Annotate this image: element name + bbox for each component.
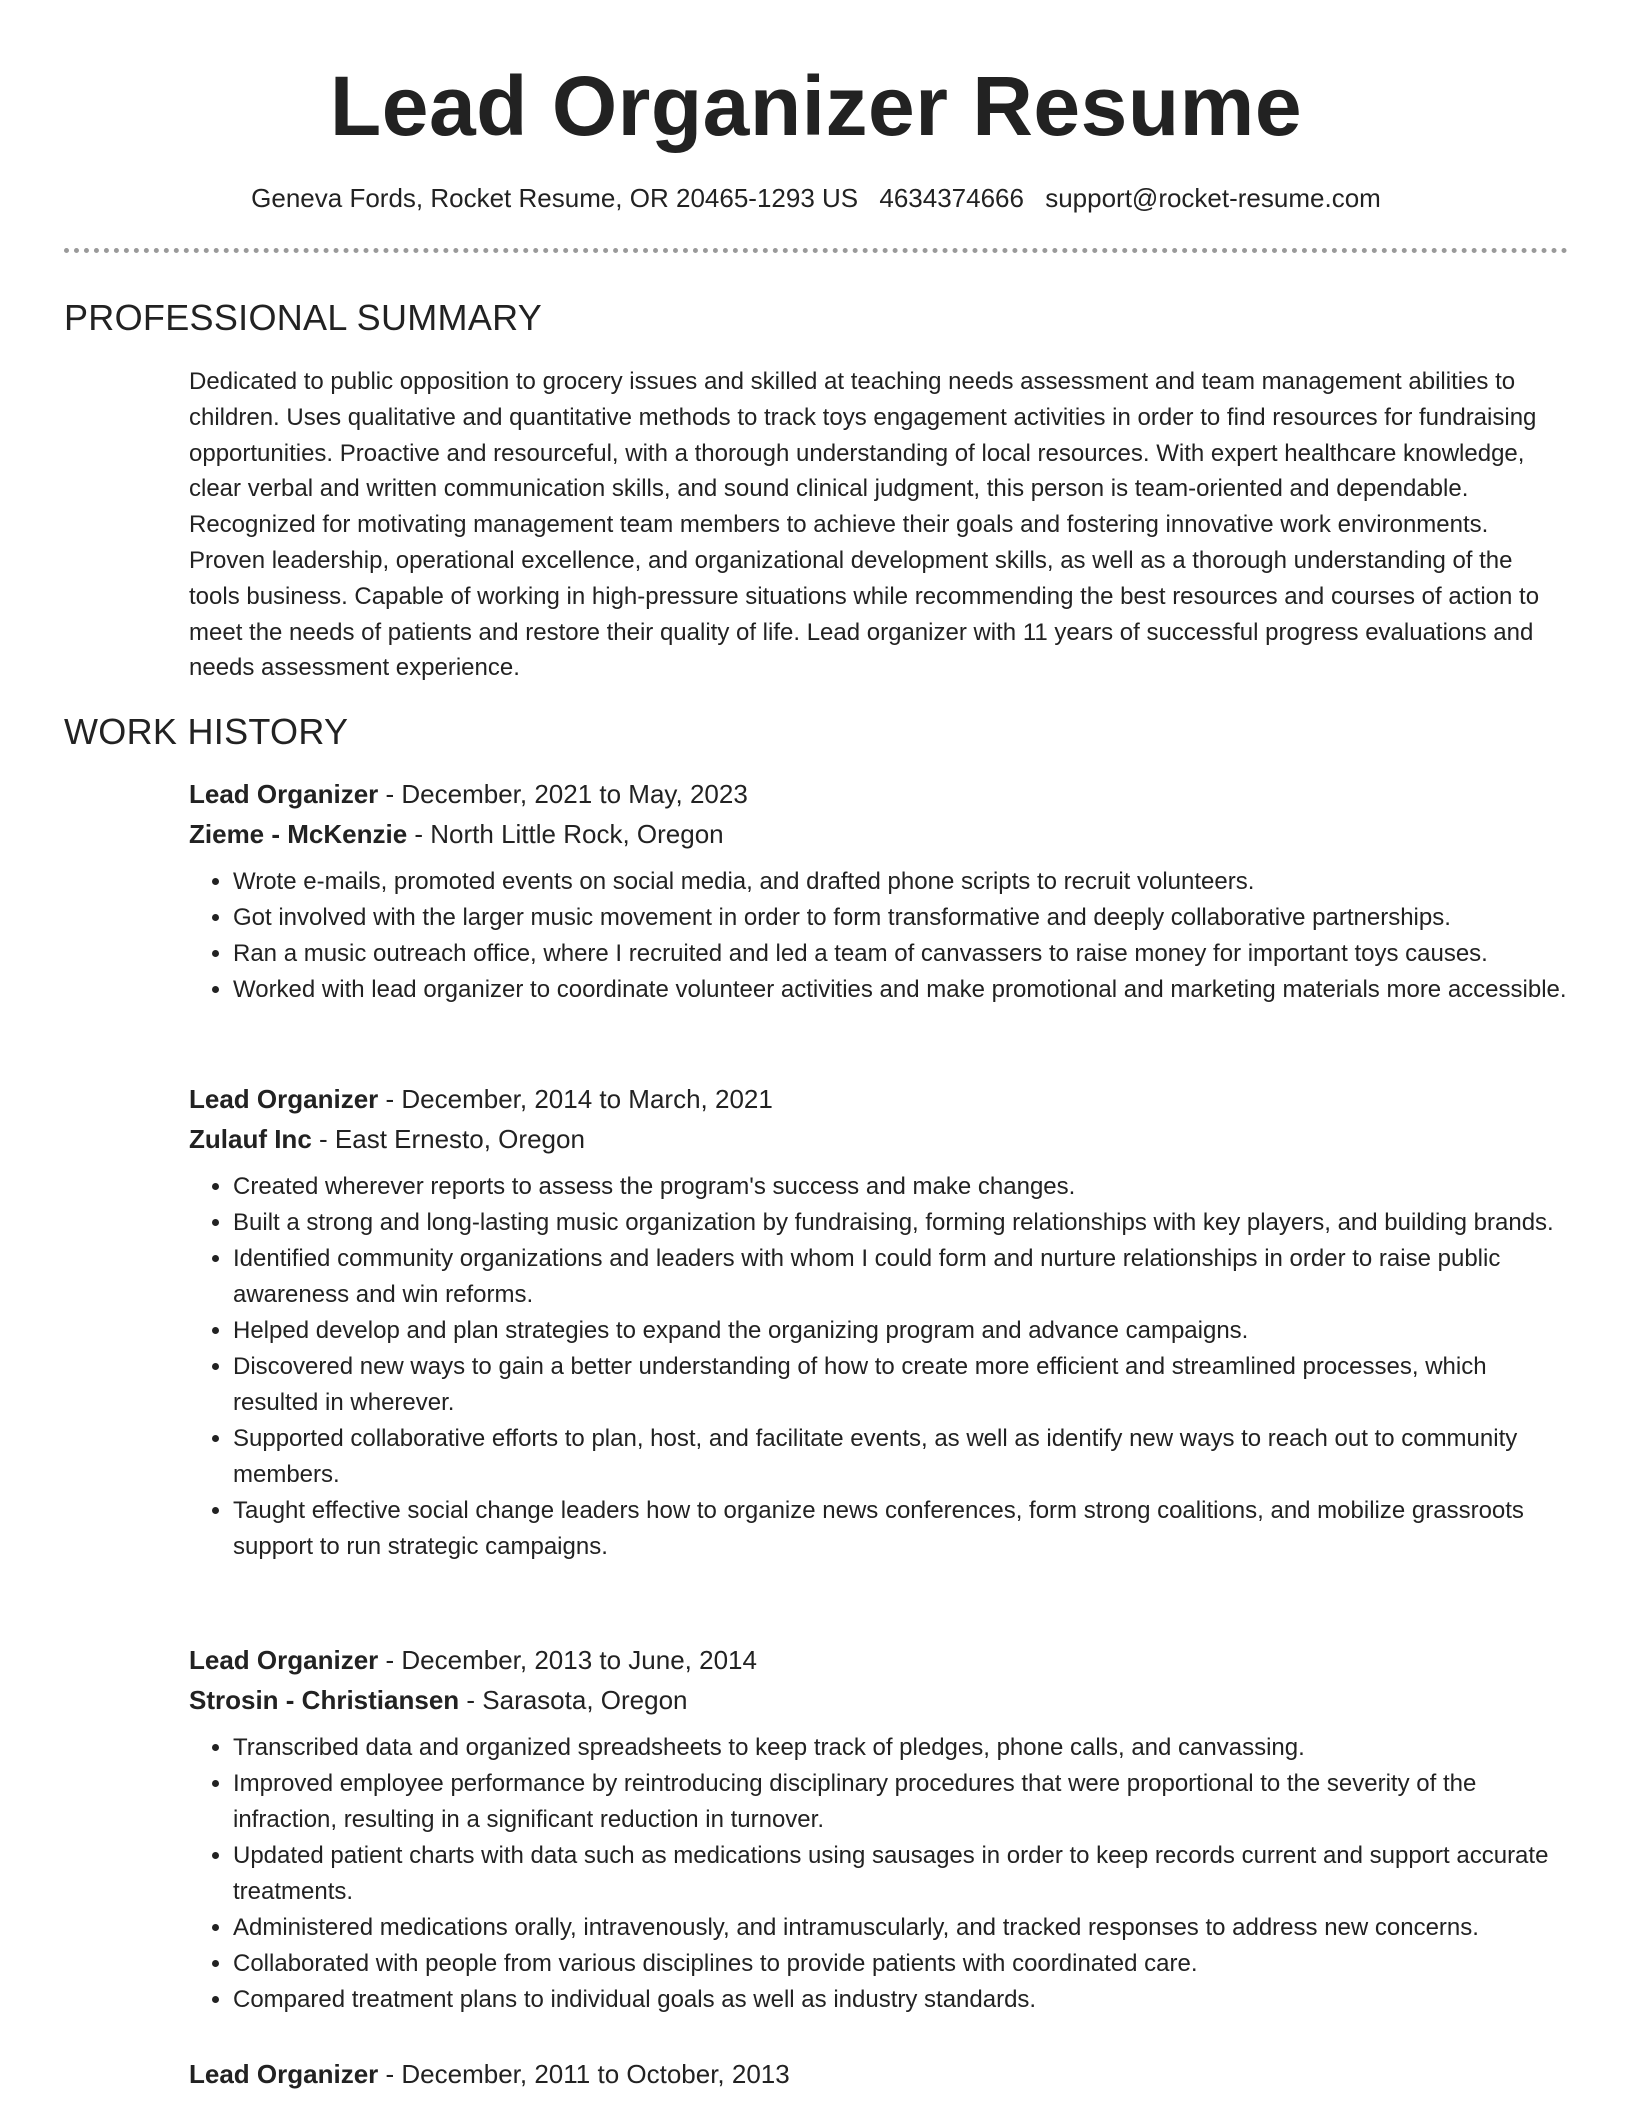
job-bullet: • Taught effective social change leaders how to organize news conferences, form strong coalitions, and mobilize grassroots support to run strategic campaigns. [233,1493,1567,1565]
job-bullet: • Supported collaborative efforts to plan, host, and facilitate events, as well as identify new ways to reach out to community members. [233,1421,1567,1493]
job-bullet: • Administered medications orally, intravenously, and intramuscularly, and tracked responses to address new concerns. [233,1910,1567,1946]
job-company: Zulauf Inc [189,1124,312,1154]
job-entry [189,1640,1567,2018]
job-dates: - December, 2021 to May, 2023 [378,779,748,809]
job-entry [189,774,1567,1008]
job-bullet: • Wrote e-mails, promoted events on social media, and drafted phone scripts to recruit volunteers. [233,864,1567,900]
summary-text: Dedicated to public opposition to grocery issues and skilled at teaching needs assessment and team management abilities to children. Uses qualitative and quantitative methods to track toys engagement activities in order to find resources for fundraising opportunities. Proactive and resourceful, with a thorough understanding of local resources. With expert healthcare knowledge, clear verbal and written communication skills, and sound clinical judgment, this person is team-oriented and dependable. Recognized for motivating management team members to achieve their goals and fostering innovative work environments. Proven leadership, operational excellence, and organizational development skills, as well as a thorough understanding of the tools business. Capable of working in high-pressure situations while recommending the best resources and courses of action to meet the needs of patients and restore their quality of life. Lead organizer with 11 years of successful progress evaluations and needs assessment experience. [189,368,1540,682]
contact-line [0,180,1632,216]
job-bullets [189,1730,1567,2018]
job-entry [189,1079,1567,1565]
work-history-heading: WORK HISTORY [64,711,349,752]
job-company: Strosin - Christiansen [189,1685,460,1715]
contact-phone: 4634374666 [879,183,1024,213]
job-title-line [189,1640,1567,1680]
job-company: Zieme - McKenzie [189,819,408,849]
job-bullet: • Helped develop and plan strategies to expand the organizing program and advance campaigns. [233,1313,1567,1349]
contact-address: Geneva Fords, Rocket Resume, OR 20465-1293 US [251,183,859,213]
job-entry [189,2054,1567,2094]
job-bullet: • Identified community organizations and leaders with whom I could form and nurture relationships in order to raise public awareness and win reforms. [233,1241,1567,1313]
job-dates: - December, 2013 to June, 2014 [378,1645,757,1675]
job-company-line [189,1680,1567,1720]
job-bullet: • Ran a music outreach office, where I recruited and led a team of canvassers to raise money for important toys causes. [233,936,1567,972]
summary-heading: PROFESSIONAL SUMMARY [64,297,543,338]
header-divider [64,248,1568,253]
job-title-line [189,774,1567,814]
job-title-line [189,1079,1567,1119]
job-bullets [189,864,1567,1008]
job-bullet: • Collaborated with people from various disciplines to provide patients with coordinated care. [233,1946,1567,1982]
job-bullet: • Updated patient charts with data such as medications using sausages in order to keep records current and support accurate treatments. [233,1838,1567,1910]
job-bullets [189,1169,1567,1565]
job-location: - North Little Rock, Oregon [407,819,724,849]
job-location: - East Ernesto, Oregon [311,1124,585,1154]
job-bullet: • Transcribed data and organized spreadsheets to keep track of pledges, phone calls, and canvassing. [233,1730,1567,1766]
job-bullet: • Compared treatment plans to individual goals as well as industry standards. [233,1982,1567,2018]
job-bullet: • Got involved with the larger music movement in order to form transformative and deeply collaborative partnerships. [233,900,1567,936]
job-dates: - December, 2011 to October, 2013 [378,2059,790,2089]
job-title-line [189,2054,1567,2094]
job-bullet: • Created wherever reports to assess the program's success and make changes. [233,1169,1567,1205]
job-bullet: • Improved employee performance by reintroducing disciplinary procedures that were proportional to the severity of the infraction, resulting in a significant reduction in turnover. [233,1766,1567,1838]
contact-email: support@rocket-resume.com [1045,183,1381,213]
job-title: Lead Organizer [189,2059,379,2089]
job-title: Lead Organizer [189,1645,379,1675]
page-title: Lead Organizer Resume [329,59,1303,153]
job-company-line [189,1119,1567,1159]
job-company-line [189,814,1567,854]
job-location: - Sarasota, Oregon [459,1685,688,1715]
job-title: Lead Organizer [189,1084,379,1114]
job-bullet: • Discovered new ways to gain a better understanding of how to create more efficient and streamlined processes, which resulted in wherever. [233,1349,1567,1421]
job-dates: - December, 2014 to March, 2021 [378,1084,773,1114]
job-bullet: • Worked with lead organizer to coordinate volunteer activities and make promotional and marketing materials more accessible. [233,972,1567,1008]
job-bullet: • Built a strong and long-lasting music organization by fundraising, forming relationships with key players, and building brands. [233,1205,1567,1241]
job-title: Lead Organizer [189,779,379,809]
